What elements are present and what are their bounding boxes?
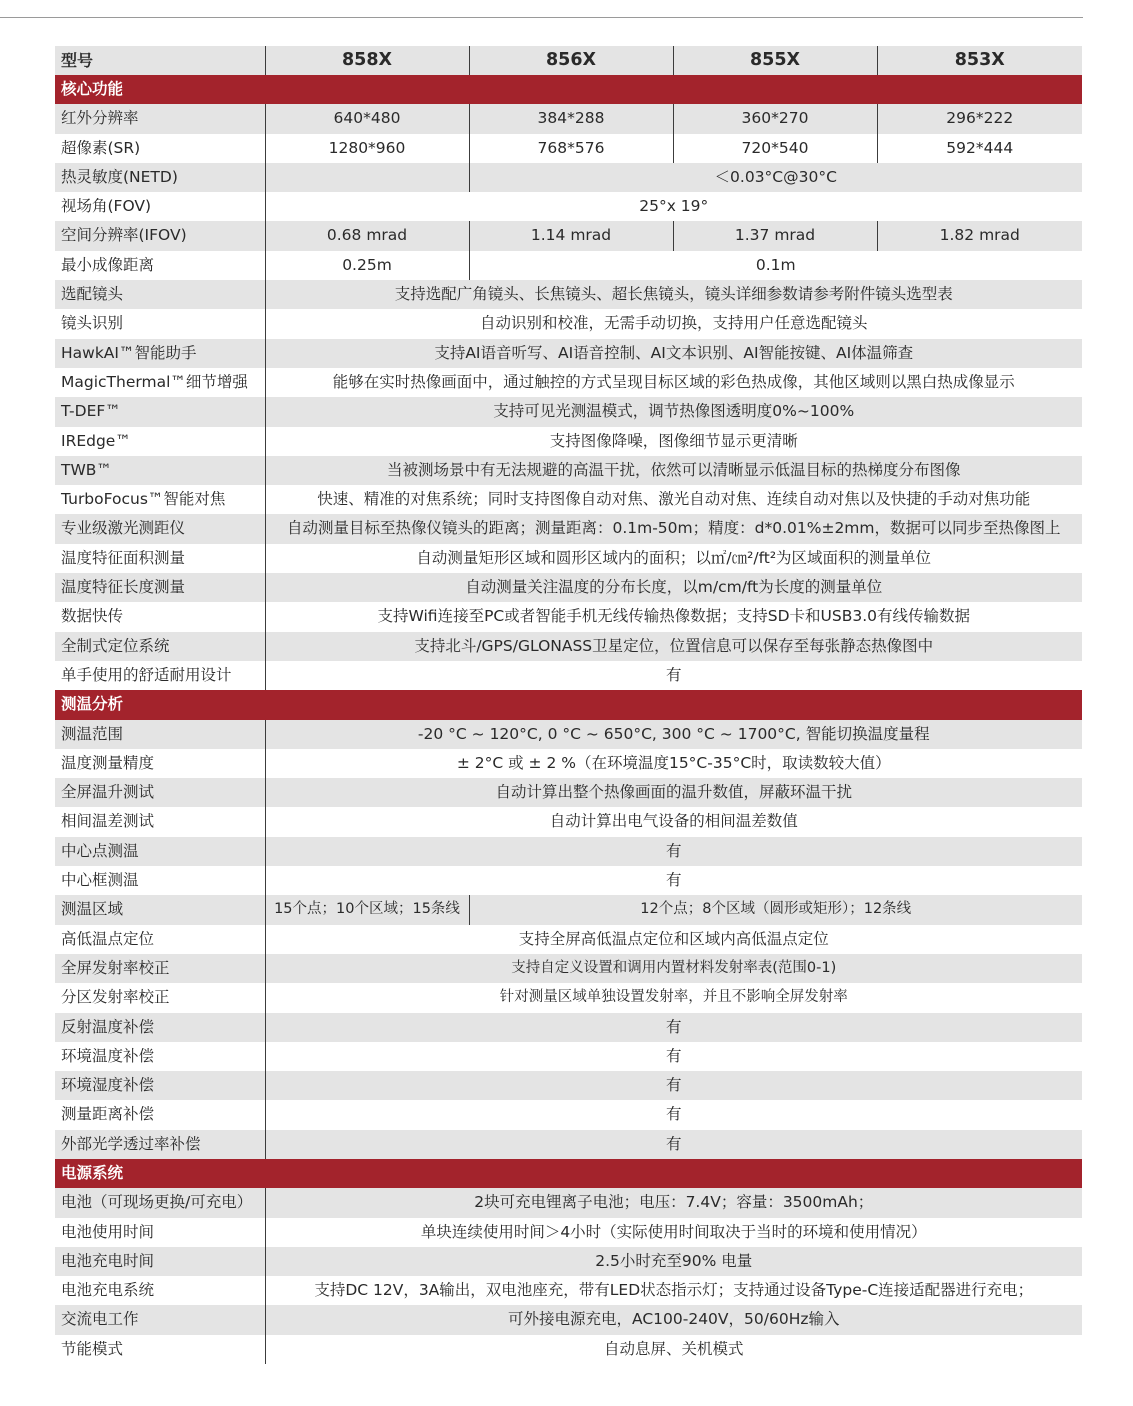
table-row — [55, 544, 1082, 573]
row-value: 支持自定义设置和调用内置材料发射率表(范围0-1) — [265, 954, 1082, 983]
row-value: 15个点；10个区域；15条线 — [265, 895, 469, 924]
row-value: 有 — [265, 1130, 1082, 1159]
table-row — [55, 632, 1082, 661]
row-value: 能够在实时热像画面中，通过触控的方式呈现目标区域的彩色热成像，其他区域则以黑白热成像显示 — [265, 368, 1082, 397]
row-value: 720*540 — [673, 134, 877, 163]
row-value: 支持选配广角镜头、长焦镜头、超长焦镜头，镜头详细参数请参考附件镜头选型表 — [265, 280, 1082, 309]
row-value: 自动计算出电气设备的相间温差数值 — [265, 807, 1082, 836]
table-row — [55, 485, 1082, 514]
row-label: 环境温度补偿 — [55, 1042, 265, 1071]
row-value: 296*222 — [877, 104, 1082, 133]
row-label: 中心框测温 — [55, 866, 265, 895]
row-label: 外部光学透过率补偿 — [55, 1130, 265, 1159]
table-row — [55, 221, 1082, 250]
row-value: 2块可充电锂离子电池；电压：7.4V；容量：3500mAh； — [265, 1188, 1082, 1217]
row-value: 640*480 — [265, 104, 469, 133]
row-value: 768*576 — [469, 134, 673, 163]
row-label: 热灵敏度(NETD) — [55, 163, 265, 192]
table-row — [55, 1071, 1082, 1100]
header-label: 型号 — [55, 46, 265, 75]
table-header-row — [55, 46, 1082, 75]
row-value: 592*444 — [877, 134, 1082, 163]
row-value: ± 2°C 或 ± 2 %（在环境温度15°C-35°C时，取读数较大值） — [265, 749, 1082, 778]
table-row — [55, 397, 1082, 426]
row-value: 支持AI语音听写、AI语音控制、AI文本识别、AI智能按键、AI体温筛查 — [265, 339, 1082, 368]
row-value: 25°x 19° — [265, 192, 1082, 221]
table-row — [55, 1130, 1082, 1159]
spec-table — [55, 46, 1082, 1364]
row-label: 数据快传 — [55, 602, 265, 631]
row-value: 自动测量矩形区域和圆形区域内的面积；以㎡/㎝²/ft²为区域面积的测量单位 — [265, 544, 1082, 573]
row-value: 支持图像降噪，图像细节显示更清晰 — [265, 427, 1082, 456]
table-row — [55, 339, 1082, 368]
table-row — [55, 1013, 1082, 1042]
row-label: 电池充电时间 — [55, 1247, 265, 1276]
row-value: 12个点；8个区域（圆形或矩形）；12条线 — [469, 895, 1082, 924]
table-row — [55, 925, 1082, 954]
row-label: 选配镜头 — [55, 280, 265, 309]
row-value: 1.82 mrad — [877, 221, 1082, 250]
table-row — [55, 573, 1082, 602]
row-value: 有 — [265, 837, 1082, 866]
table-row — [55, 514, 1082, 543]
row-value: 针对测量区域单独设置发射率，并且不影响全屏发射率 — [265, 983, 1082, 1012]
row-label: 空间分辨率(IFOV) — [55, 221, 265, 250]
row-label: 高低温点定位 — [55, 925, 265, 954]
table-row — [55, 368, 1082, 397]
table-row — [55, 134, 1082, 163]
row-value: 自动计算出整个热像画面的温升数值，屏蔽环温干扰 — [265, 778, 1082, 807]
table-row — [55, 983, 1082, 1012]
row-value: 自动识别和校准，无需手动切换，支持用户任意选配镜头 — [265, 309, 1082, 338]
table-row — [55, 1188, 1082, 1217]
row-label: 电池（可现场更换/可充电） — [55, 1188, 265, 1217]
table-row — [55, 778, 1082, 807]
row-value: 支持北斗/GPS/GLONASS卫星定位，位置信息可以保存至每张静态热像图中 — [265, 632, 1082, 661]
row-label: 节能模式 — [55, 1335, 265, 1364]
row-value: 自动测量关注温度的分布长度，以m/cm/ft为长度的测量单位 — [265, 573, 1082, 602]
row-label: HawkAI™智能助手 — [55, 339, 265, 368]
table-row — [55, 1335, 1082, 1364]
table-row — [55, 954, 1082, 983]
row-label: 温度特征面积测量 — [55, 544, 265, 573]
table-row — [55, 1305, 1082, 1334]
row-label: 视场角(FOV) — [55, 192, 265, 221]
row-label: 温度特征长度测量 — [55, 573, 265, 602]
row-label: 最小成像距离 — [55, 251, 265, 280]
row-label: 测温范围 — [55, 720, 265, 749]
row-label: 测量距离补偿 — [55, 1100, 265, 1129]
section-title: 电源系统 — [55, 1159, 1082, 1188]
row-label: 温度测量精度 — [55, 749, 265, 778]
row-value: 0.25m — [265, 251, 469, 280]
row-label: 全屏发射率校正 — [55, 954, 265, 983]
row-value: 支持DC 12V，3A输出，双电池座充，带有LED状态指示灯；支持通过设备Type-C连接适配器进行充电； — [265, 1276, 1082, 1305]
table-row — [55, 104, 1082, 133]
section-header-core — [55, 75, 1082, 104]
row-label: 相间温差测试 — [55, 807, 265, 836]
section-header-measure — [55, 690, 1082, 719]
row-label: 全制式定位系统 — [55, 632, 265, 661]
table-row — [55, 251, 1082, 280]
model-header-853x: 853X — [877, 46, 1082, 75]
row-value: 支持可见光测温模式，调节热像图透明度0%~100% — [265, 397, 1082, 426]
row-value: ＜0.03°C@30°C — [469, 163, 1082, 192]
model-header-855x: 855X — [673, 46, 877, 75]
table-row — [55, 192, 1082, 221]
row-value: 有 — [265, 661, 1082, 690]
row-label: IREdge™ — [55, 427, 265, 456]
table-row — [55, 749, 1082, 778]
table-row — [55, 280, 1082, 309]
row-label: 单手使用的舒适耐用设计 — [55, 661, 265, 690]
table-row — [55, 1218, 1082, 1247]
row-value: 1.37 mrad — [673, 221, 877, 250]
table-row — [55, 163, 1082, 192]
table-row — [55, 866, 1082, 895]
row-value: 可外接电源充电，AC100-240V，50/60Hz输入 — [265, 1305, 1082, 1334]
table-row — [55, 837, 1082, 866]
row-value: 0.68 mrad — [265, 221, 469, 250]
table-row — [55, 1100, 1082, 1129]
table-row — [55, 1276, 1082, 1305]
row-value: -20 °C ~ 120°C, 0 °C ~ 650°C, 300 °C ~ 1700°C, 智能切换温度量程 — [265, 720, 1082, 749]
model-header-856x: 856X — [469, 46, 673, 75]
row-label: 分区发射率校正 — [55, 983, 265, 1012]
table-row — [55, 602, 1082, 631]
row-label: 全屏温升测试 — [55, 778, 265, 807]
row-value: 2.5小时充至90% 电量 — [265, 1247, 1082, 1276]
row-value: 有 — [265, 1100, 1082, 1129]
row-value: 1.14 mrad — [469, 221, 673, 250]
row-value: 快速、精准的对焦系统；同时支持图像自动对焦、激光自动对焦、连续自动对焦以及快捷的手动对焦功能 — [265, 485, 1082, 514]
row-label: 红外分辨率 — [55, 104, 265, 133]
row-value: 支持Wifi连接至PC或者智能手机无线传输热像数据；支持SD卡和USB3.0有线传输数据 — [265, 602, 1082, 631]
row-value — [265, 163, 469, 192]
row-label: 环境湿度补偿 — [55, 1071, 265, 1100]
row-value: 384*288 — [469, 104, 673, 133]
table-row — [55, 895, 1082, 924]
section-title: 测温分析 — [55, 690, 1082, 719]
table-row — [55, 1042, 1082, 1071]
model-header-858x: 858X — [265, 46, 469, 75]
row-label: 测温区域 — [55, 895, 265, 924]
row-label: T-DEF™ — [55, 397, 265, 426]
row-label: 反射温度补偿 — [55, 1013, 265, 1042]
row-value: 有 — [265, 1071, 1082, 1100]
row-value: 当被测场景中有无法规避的高温干扰，依然可以清晰显示低温目标的热梯度分布图像 — [265, 456, 1082, 485]
table-row — [55, 807, 1082, 836]
row-value: 360*270 — [673, 104, 877, 133]
row-value: 0.1m — [469, 251, 1082, 280]
row-value: 支持全屏高低温点定位和区域内高低温点定位 — [265, 925, 1082, 954]
table-row — [55, 427, 1082, 456]
top-divider-line — [0, 17, 1083, 18]
table-row — [55, 456, 1082, 485]
table-row — [55, 661, 1082, 690]
row-value: 1280*960 — [265, 134, 469, 163]
table-row — [55, 309, 1082, 338]
row-label: 超像素(SR) — [55, 134, 265, 163]
row-value: 自动息屏、关机模式 — [265, 1335, 1082, 1364]
row-label: 电池充电系统 — [55, 1276, 265, 1305]
section-title: 核心功能 — [55, 75, 1082, 104]
section-header-power — [55, 1159, 1082, 1188]
row-label: 镜头识别 — [55, 309, 265, 338]
table-row — [55, 720, 1082, 749]
row-value: 自动测量目标至热像仪镜头的距离；测量距离：0.1m-50m；精度：d*0.01%±2mm，数据可以同步至热像图上 — [265, 514, 1082, 543]
row-label: 交流电工作 — [55, 1305, 265, 1334]
table-row — [55, 1247, 1082, 1276]
row-label: TWB™ — [55, 456, 265, 485]
row-label: 电池使用时间 — [55, 1218, 265, 1247]
row-label: 专业级激光测距仪 — [55, 514, 265, 543]
row-label: MagicThermal™细节增强 — [55, 368, 265, 397]
row-value: 单块连续使用时间＞4小时（实际使用时间取决于当时的环境和使用情况） — [265, 1218, 1082, 1247]
row-value: 有 — [265, 1013, 1082, 1042]
row-label: 中心点测温 — [55, 837, 265, 866]
row-label: TurboFocus™智能对焦 — [55, 485, 265, 514]
row-value: 有 — [265, 1042, 1082, 1071]
row-value: 有 — [265, 866, 1082, 895]
